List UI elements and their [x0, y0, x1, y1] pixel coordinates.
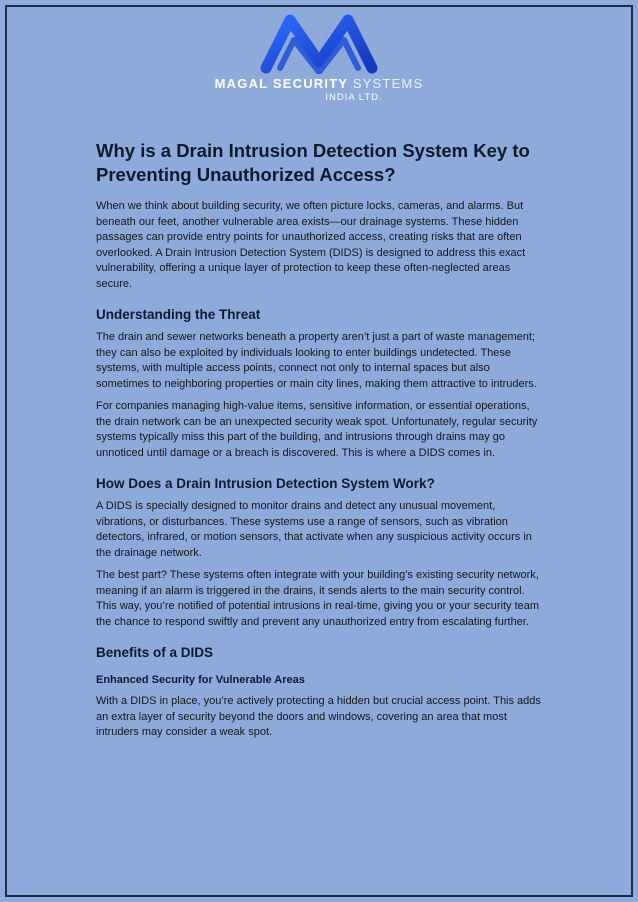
intro-paragraph: When we think about building security, we often picture locks, cameras, and alarms. But beneath our feet, another vulnerable area exists—our drainage systems. These hidden passages can provide entry points for unauthorized access, creating risks that are often overlooked. A Drain Intrusion Detection System (DIDS) is designed to address this exact vulnerability, offering a unique layer of protection to keep these often-neglected areas secure.: [96, 200, 526, 290]
section-heading-threat: Understanding the Threat: [96, 307, 261, 322]
threat-paragraph-2: For companies managing high-value items, sensitive information, or essential operations, the drain network can be an unexpected security weak spot. Unfortunately, regular security systems typically miss this part of the building, and intrusions through drains may go unnoticed until damage or a breach is discovered. This is where a DIDS comes in.: [96, 400, 538, 459]
section-heading-benefits: Benefits of a DIDS: [96, 645, 214, 660]
benefit-subheading: Enhanced Security for Vulnerable Areas: [96, 674, 305, 686]
how-it-works-paragraph-1: A DIDS is specially designed to monitor drains and detect any unusual movement, vibrations, or disturbances. These systems use a range of sensors, such as vibration detectors, infrared, or motion sensors, that activate when any suspicious activity occurs in the drainage network.: [96, 500, 532, 559]
magal-logo-icon: [260, 12, 378, 74]
article: [96, 139, 544, 748]
brand-name: [0, 76, 638, 91]
section-heading-how-it-works: How Does a Drain Intrusion Detection System Work?: [96, 476, 435, 491]
benefit-paragraph-1: With a DIDS in place, you’re actively protecting a hidden but crucial access point. This adds an extra layer of security beyond the doors and windows, covering an area that most intruders may consider a weak spot.: [96, 695, 541, 738]
company-logo: [0, 12, 638, 103]
brand-name-light: SYSTEMS: [352, 76, 424, 91]
threat-paragraph-1: The drain and sewer networks beneath a property aren’t just a part of waste management; they can also be exploited by individuals looking to enter buildings undetected. These systems, with multiple access points, connect not only to internal spaces but also sometimes to neighboring properties or main city lines, making them attractive to intruders.: [96, 331, 537, 390]
how-it-works-paragraph-2: The best part? These systems often integrate with your building’s existing security network, meaning if an alarm is triggered in the drains, it sends alerts to the main security control. This way, you’re notified of potential intrusions in real-time, giving you or your security team the chance to respond swiftly and prevent any unauthorized entry from escalating further.: [96, 569, 540, 628]
brand-name-bold: MAGAL SECURITY: [214, 76, 348, 91]
brand-subline: INDIA LTD.: [325, 92, 383, 103]
article-title: Why is a Drain Intrusion Detection System Key to Preventing Unauthorized Access?: [96, 140, 530, 185]
